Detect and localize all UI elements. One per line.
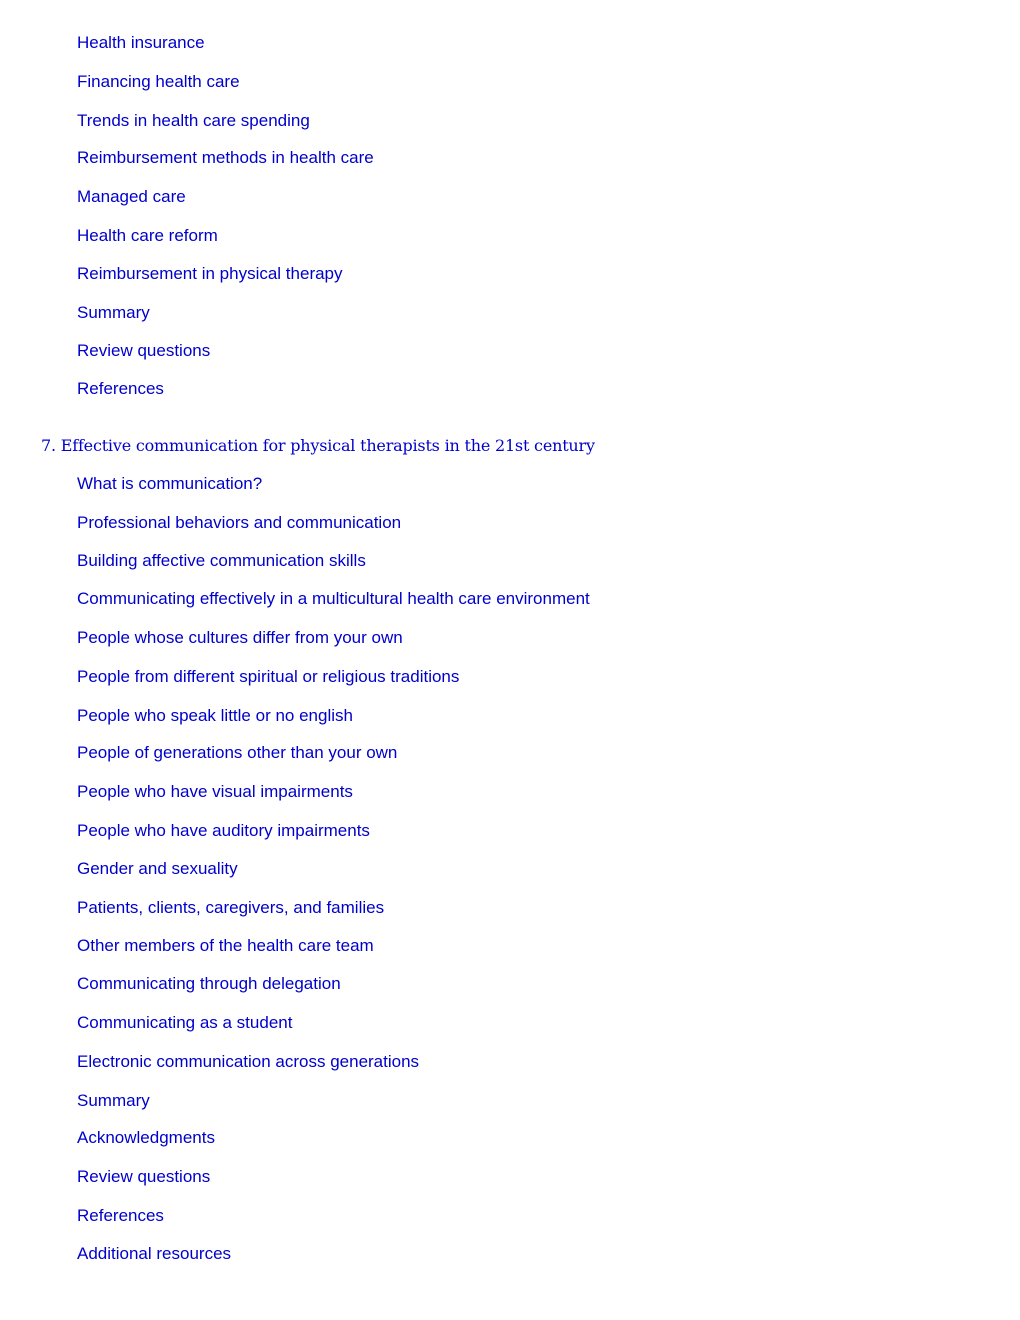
toc-link-acknowledgments[interactable]: Acknowledgments bbox=[77, 1128, 215, 1147]
toc-link-additional-resources[interactable]: Additional resources bbox=[77, 1244, 232, 1263]
toc-link-visual-impairments[interactable]: People who have visual impairments bbox=[77, 782, 353, 801]
toc-link-trends-in-health-care-spending[interactable]: Trends in health care spending bbox=[77, 111, 310, 130]
toc-link-chapter-7-summary[interactable]: Summary bbox=[77, 1091, 150, 1110]
toc-link-other-generations[interactable]: People of generations other than your own bbox=[77, 743, 398, 762]
toc-link-references[interactable]: References bbox=[77, 379, 164, 398]
toc-link-building-affective-skills[interactable]: Building affective communication skills bbox=[77, 551, 366, 570]
chapter-7-heading-link[interactable]: 7. Effective communication for physical therapists in the 21st century bbox=[41, 436, 595, 455]
toc-link-managed-care[interactable]: Managed care bbox=[77, 187, 186, 206]
toc-link-gender-and-sexuality[interactable]: Gender and sexuality bbox=[77, 859, 238, 878]
toc-link-reimbursement-in-physical-therapy[interactable]: Reimbursement in physical therapy bbox=[77, 264, 343, 283]
toc-link-chapter-7-references[interactable]: References bbox=[77, 1206, 164, 1225]
toc-link-financing-health-care[interactable]: Financing health care bbox=[77, 72, 240, 91]
toc-link-auditory-impairments[interactable]: People who have auditory impairments bbox=[77, 821, 370, 840]
toc-link-cultures-differ[interactable]: People whose cultures differ from your own bbox=[77, 628, 403, 647]
toc-link-delegation[interactable]: Communicating through delegation bbox=[77, 974, 341, 993]
toc-link-as-a-student[interactable]: Communicating as a student bbox=[77, 1013, 293, 1032]
toc-link-health-care-reform[interactable]: Health care reform bbox=[77, 226, 218, 245]
toc-link-spiritual-traditions[interactable]: People from different spiritual or religious traditions bbox=[77, 667, 460, 686]
toc-link-review-questions[interactable]: Review questions bbox=[77, 341, 211, 360]
toc-link-patients-clients-families[interactable]: Patients, clients, caregivers, and families bbox=[77, 898, 385, 917]
toc-link-reimbursement-methods[interactable]: Reimbursement methods in health care bbox=[77, 148, 374, 167]
toc-link-chapter-7-review-questions[interactable]: Review questions bbox=[77, 1167, 211, 1186]
toc-link-little-or-no-english[interactable]: People who speak little or no english bbox=[77, 706, 353, 725]
toc-link-summary[interactable]: Summary bbox=[77, 303, 150, 322]
toc-link-multicultural-environment[interactable]: Communicating effectively in a multicultural health care environment bbox=[77, 589, 590, 608]
toc-link-what-is-communication[interactable]: What is communication? bbox=[77, 474, 263, 493]
toc-link-electronic-communication[interactable]: Electronic communication across generations bbox=[77, 1052, 420, 1071]
toc-link-health-care-team[interactable]: Other members of the health care team bbox=[77, 936, 374, 955]
toc-link-health-insurance[interactable]: Health insurance bbox=[77, 33, 205, 52]
toc-link-professional-behaviors[interactable]: Professional behaviors and communication bbox=[77, 513, 402, 532]
